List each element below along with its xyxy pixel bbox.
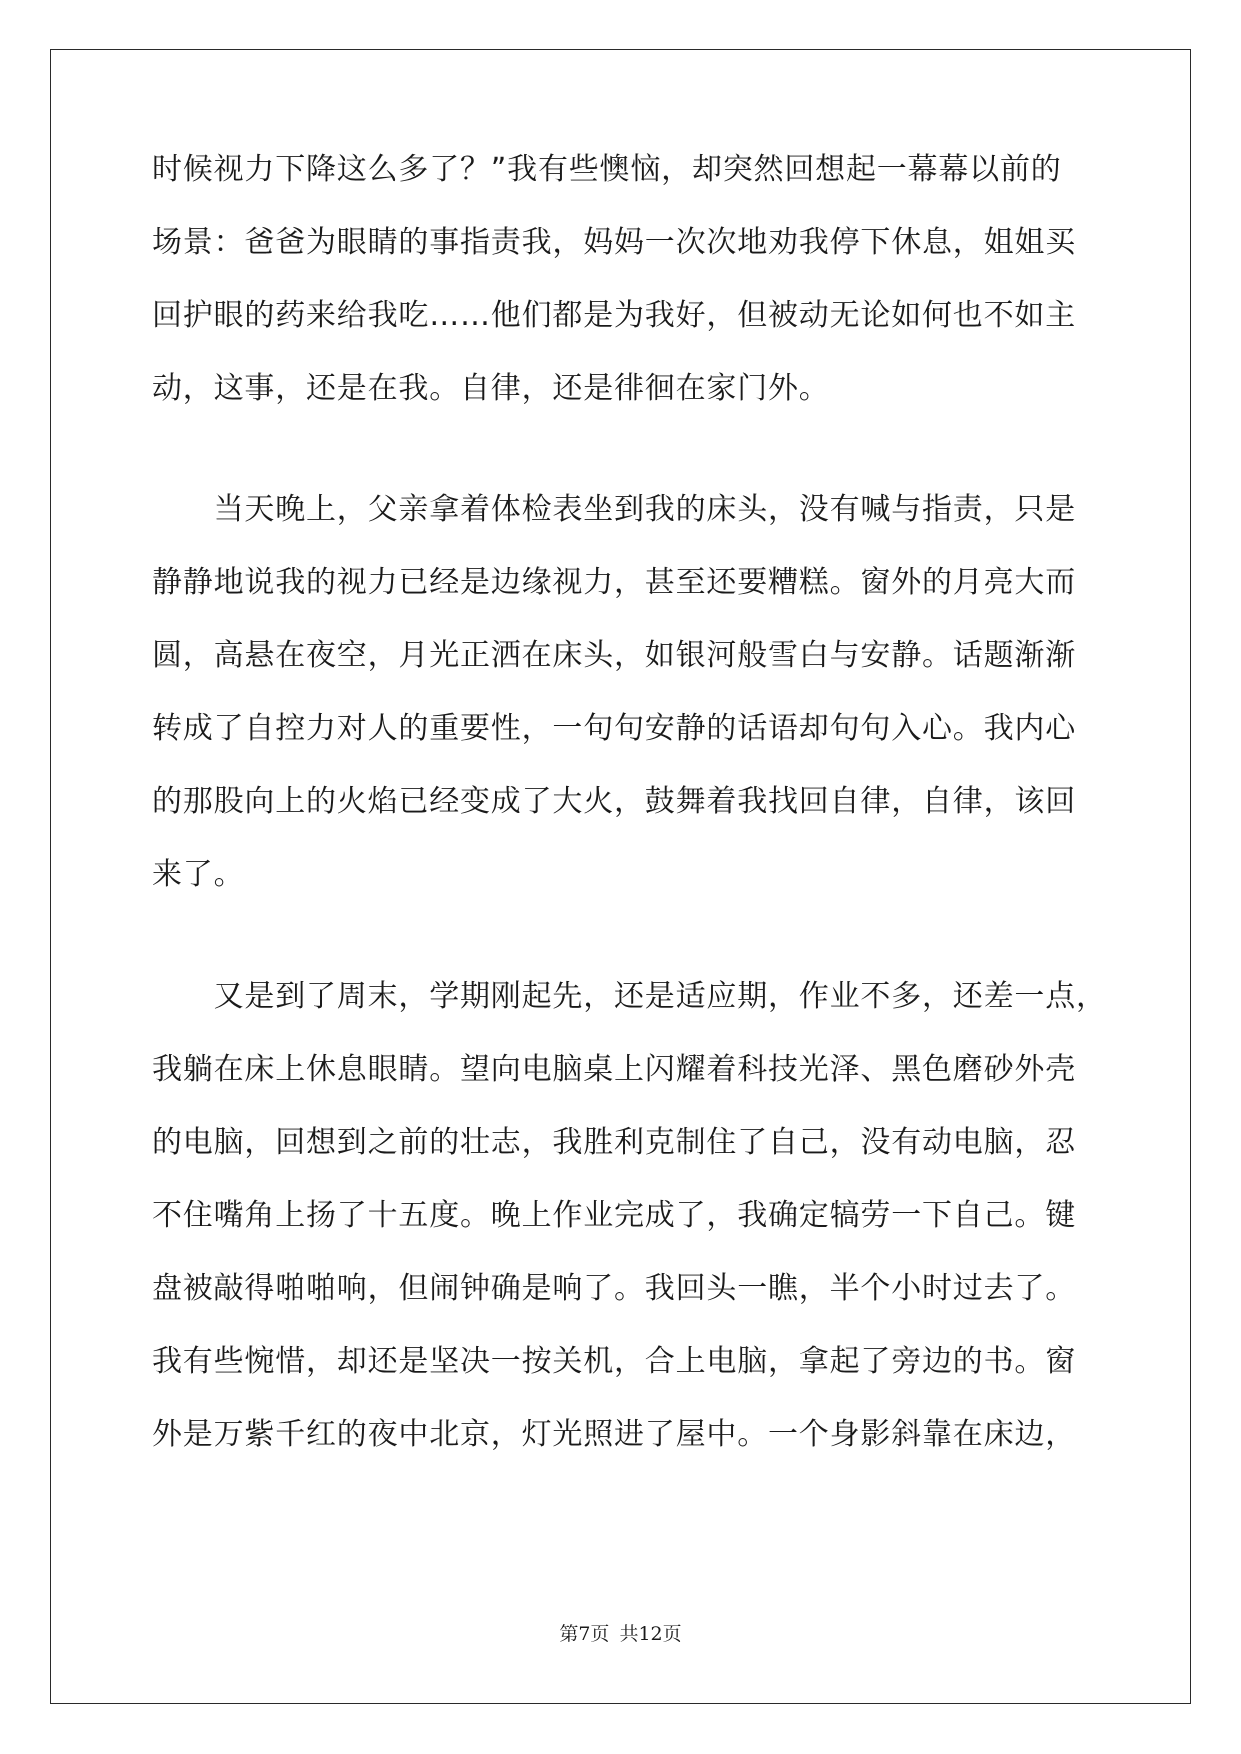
text-line: 动，这事，还是在我。自律，还是徘徊在家门外。 — [152, 371, 830, 406]
page-footer — [0, 1622, 1241, 1646]
text-line: 转成了自控力对人的重要性，一句句安静的话语却句句入心。我内心 — [152, 711, 1076, 746]
text-line: 场景：爸爸为眼睛的事指责我，妈妈一次次地劝我停下休息，姐姐买 — [152, 225, 1076, 260]
text-line: 回护眼的药来给我吃……他们都是为我好，但被动无论如何也不如主 — [152, 298, 1076, 333]
text-line: 来了。 — [152, 857, 245, 892]
text-line: 外是万紫千红的夜中北京，灯光照进了屋中。一个身影斜靠在床边， — [152, 1417, 1076, 1452]
text-line: 我有些惋惜，却还是坚决一按关机，合上电脑，拿起了旁边的书。窗 — [152, 1344, 1076, 1379]
total-pages: 共12页 — [619, 1623, 682, 1645]
text-line: 时候视力下降这么多了？”我有些懊恼，却突然回想起一幕幕以前的 — [152, 152, 1062, 187]
text-line: 圆，高悬在夜空，月光正洒在床头，如银河般雪白与安静。话题渐渐 — [152, 638, 1076, 673]
text-line: 静静地说我的视力已经是边缘视力，甚至还要糟糕。窗外的月亮大而 — [152, 565, 1076, 600]
text-line: 我躺在床上休息眼睛。望向电脑桌上闪耀着科技光泽、黑色磨砂外壳 — [152, 1052, 1076, 1087]
text-line: 的那股向上的火焰已经变成了大火，鼓舞着我找回自律，自律，该回 — [152, 784, 1076, 819]
text-line: 盘被敲得啪啪响，但闹钟确是响了。我回头一瞧，半个小时过去了。 — [152, 1271, 1076, 1306]
text-line: 当天晚上，父亲拿着体检表坐到我的床头，没有喊与指责，只是 — [152, 492, 1076, 527]
text-line: 不住嘴角上扬了十五度。晚上作业完成了，我确定犒劳一下自己。键 — [152, 1198, 1076, 1233]
page-number: 第7页 — [559, 1623, 610, 1645]
text-line: 的电脑，回想到之前的壮志，我胜利克制住了自己，没有动电脑，忍 — [152, 1125, 1076, 1160]
text-line: 又是到了周末，学期刚起先，还是适应期，作业不多，还差一点， — [152, 979, 1107, 1014]
